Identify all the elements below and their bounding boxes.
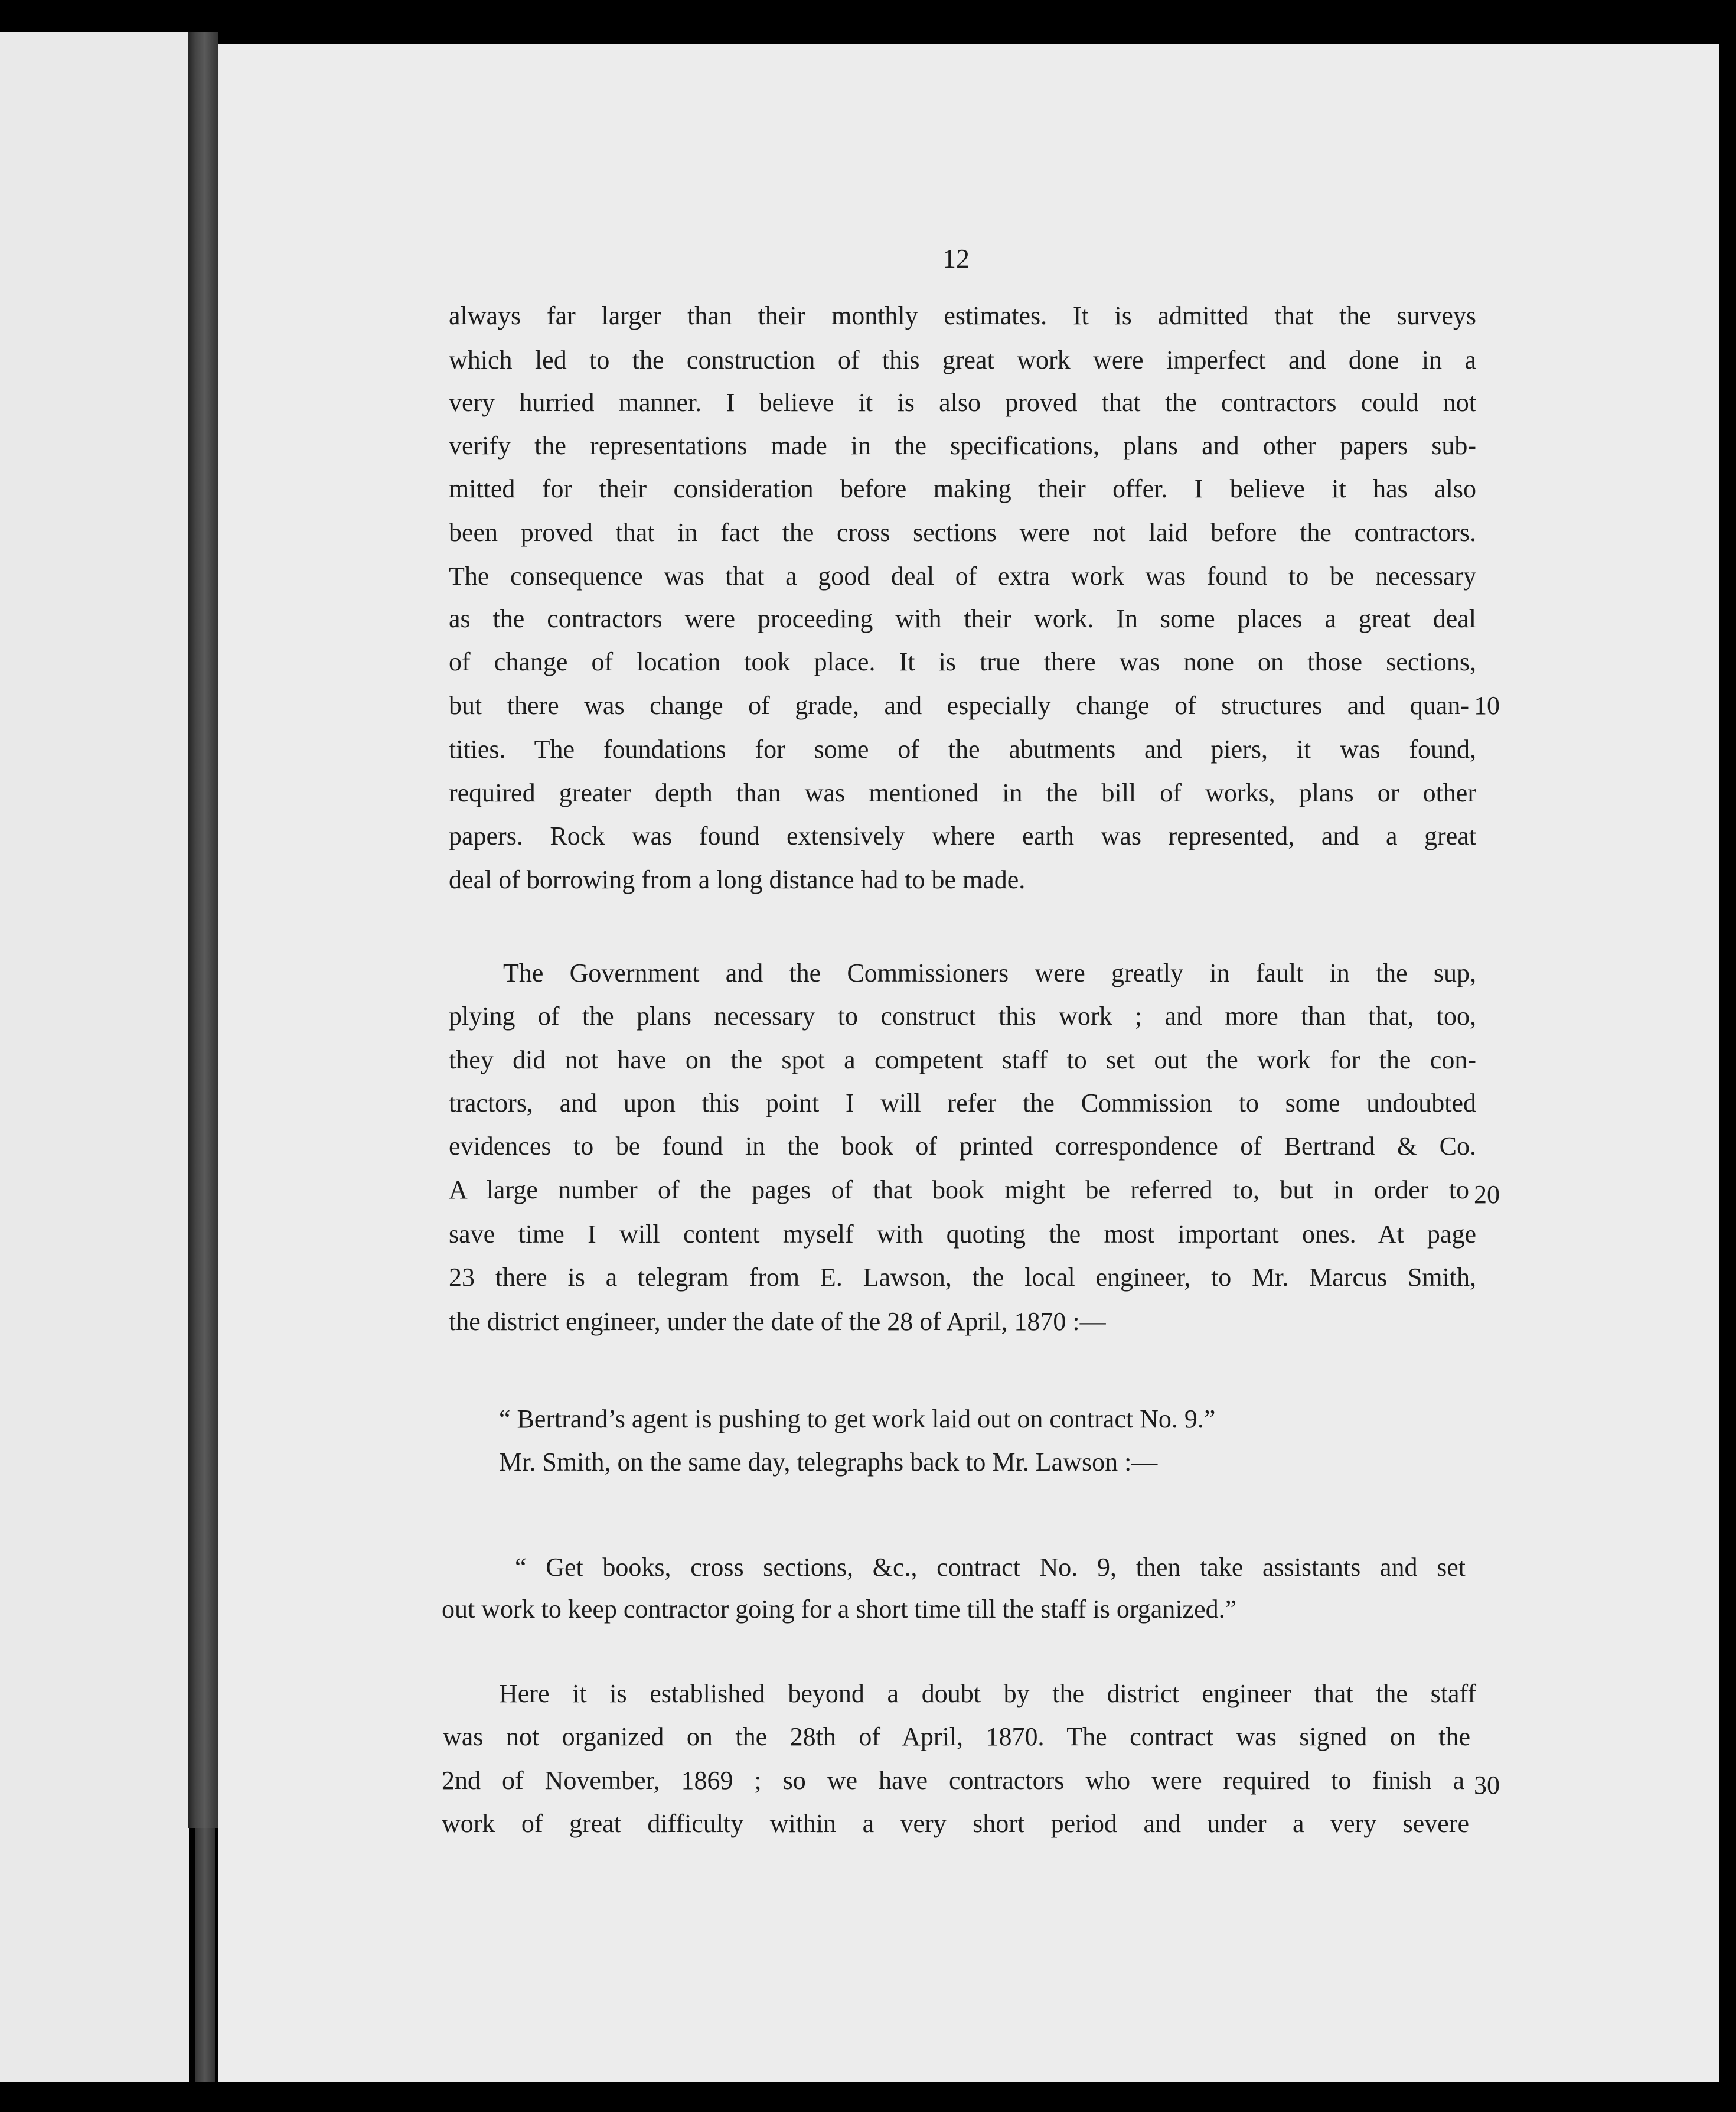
body-line: The Government and the Commissioners were greatly in fault in the sup, [503,959,1476,987]
line-number-marker: 20 [1474,1180,1500,1209]
body-line: 23 there is a telegram from E. Lawson, the local engineer, to Mr. Marcus Smith, [449,1263,1476,1292]
body-line: papers. Rock was found extensively where earth was represented, and a great [449,822,1476,850]
body-line: required greater depth than was mentioned in the bill of works, plans or other [449,778,1476,807]
body-line: evidences to be found in the book of printed correspondence of Bertrand & Co. [449,1132,1476,1161]
body-line: 2nd of November, 1869 ; so we have contractors who were required to finish a [442,1766,1464,1795]
quoted-telegram: out work to keep contractor going for a short time till the staff is organized.” [442,1595,1237,1624]
book-gutter-lower [195,1828,215,2082]
page-number: 12 [942,243,970,273]
body-line: mitted for their consideration before making their offer. I believe it has also [449,474,1476,503]
body-line: Mr. Smith, on the same day, telegraphs back to Mr. Lawson :— [499,1448,1158,1477]
body-line: was not organized on the 28th of April, 1870. The contract was signed on the [443,1722,1470,1751]
body-line: which led to the construction of this great work were imperfect and done in a [449,346,1476,374]
quoted-telegram: “ Bertrand’s agent is pushing to get work laid out on contract No. 9.” [499,1404,1216,1433]
body-line: but there was change of grade, and especially change of structures and quan- [449,691,1469,720]
body-line: they did not have on the spot a competent staff to set out the work for the con- [449,1045,1476,1074]
body-line: tities. The foundations for some of the abutments and piers, it was found, [449,735,1476,764]
body-line: very hurried manner. I believe it is also proved that the contractors could not [449,388,1476,417]
line-number-marker: 30 [1474,1771,1500,1800]
body-line: work of great difficulty within a very short period and under a very severe [442,1809,1469,1838]
body-line: tractors, and upon this point I will refer the Commission to some undoubted [449,1088,1476,1117]
book-gutter-shadow [188,32,218,1828]
line-number-marker: 10 [1474,691,1500,720]
body-line: Here it is established beyond a doubt by the district engineer that the staff [499,1679,1476,1708]
body-line: The consequence was that a good deal of extra work was found to be necessary [449,562,1476,591]
body-line: of change of location took place. It is true there was none on those sections, [449,647,1476,676]
body-line: save time I will content myself with quoting the most important ones. At page [449,1220,1476,1249]
body-line: been proved that in fact the cross sections were not laid before the contractors. [449,518,1476,547]
body-line: as the contractors were proceeding with their work. In some places a great deal [449,604,1476,633]
body-line: deal of borrowing from a long distance had to be made. [449,865,1026,894]
body-line: always far larger than their monthly estimates. It is admitted that the surveys [449,301,1476,330]
body-line: A large number of the pages of that book might be referred to, but in order to [449,1175,1469,1204]
body-line: verify the representations made in the specifications, plans and other papers sub- [449,431,1476,460]
facing-page-edge [0,32,189,2082]
body-line: the district engineer, under the date of the 28 of April, 1870 :— [449,1307,1106,1336]
body-line: plying of the plans necessary to construct this work ; and more than that, too, [449,1002,1476,1031]
quoted-telegram: “ Get books, cross sections, &c., contract No. 9, then take assistants and set [515,1553,1466,1582]
